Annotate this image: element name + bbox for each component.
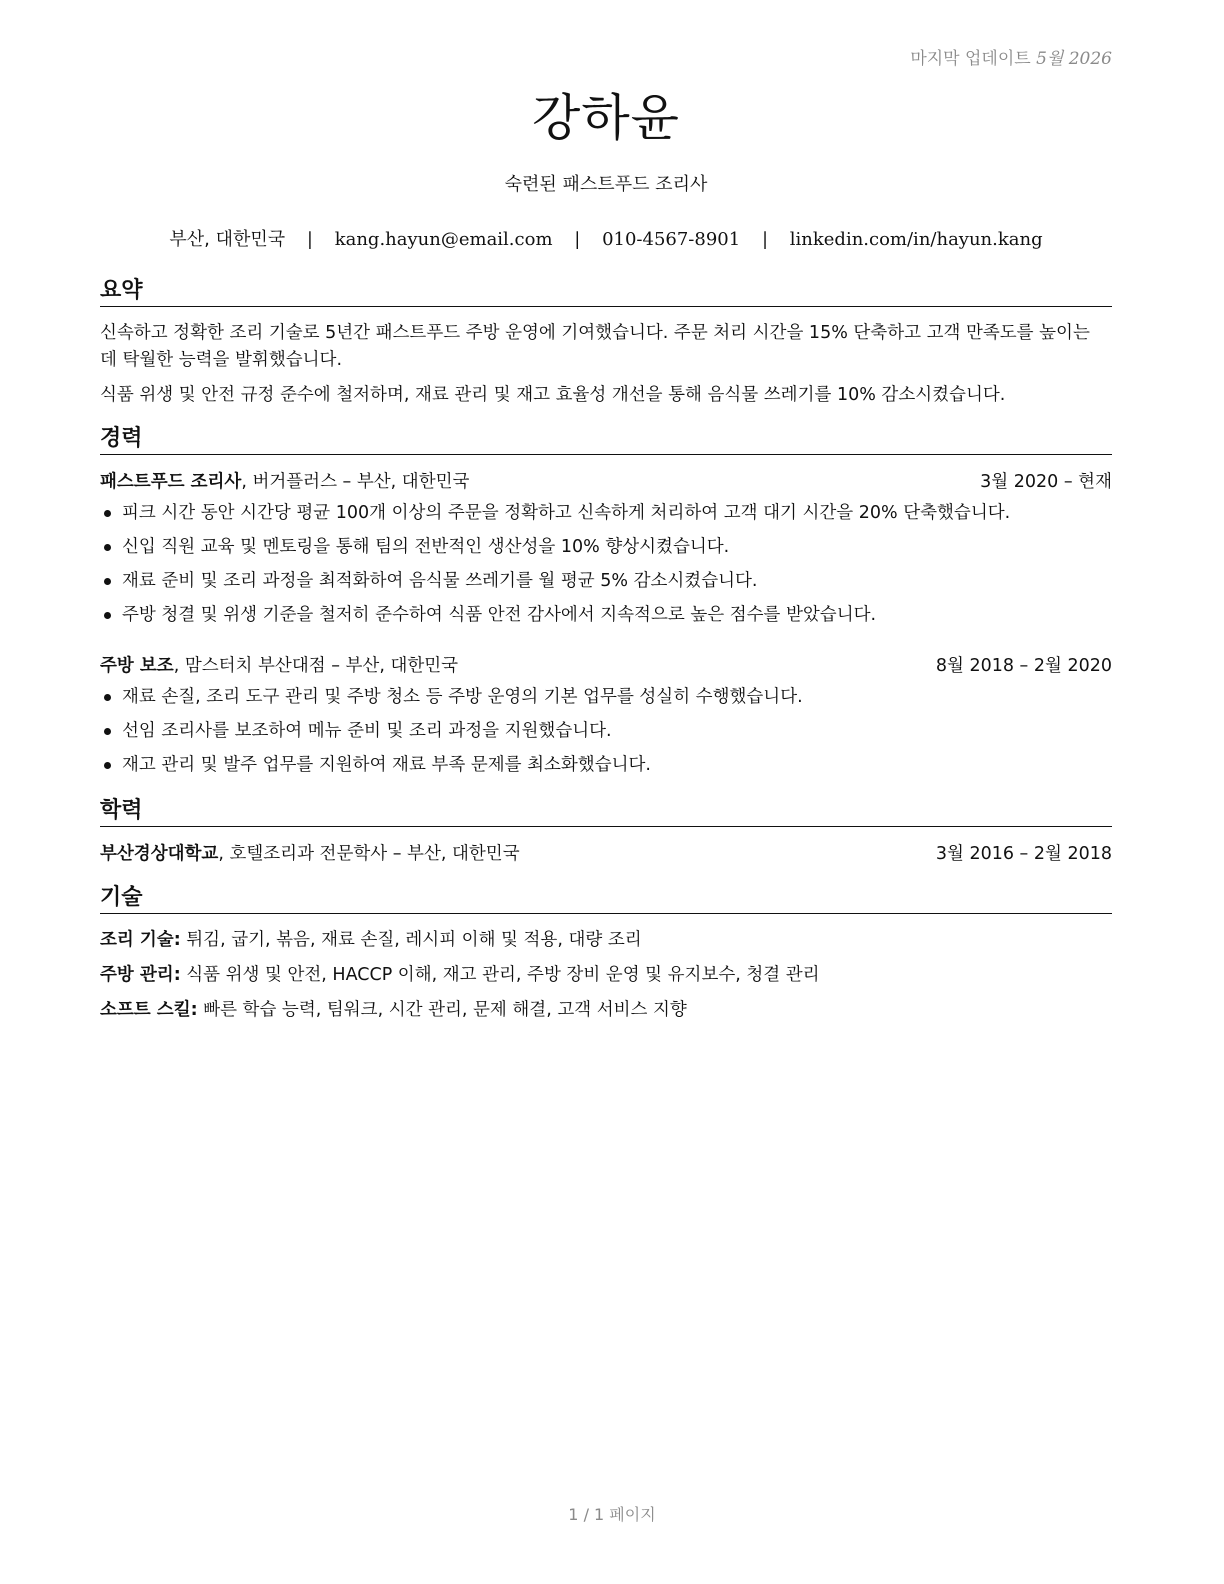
bullet-icon [104,510,111,517]
bullet-text: 신입 직원 교육 및 멘토링을 통해 팀의 전반적인 생산성을 10% 향상시켰습니다. [122,537,730,557]
education-entry [100,841,1112,867]
last-updated-label: 마지막 업데이트 [910,49,1031,69]
list-item [100,500,1112,534]
list-item [100,962,1112,997]
last-updated-date: 5월 2026 [1036,49,1112,69]
bullet-text: 피크 시간 동안 시간당 평균 100개 이상의 주문을 정확하고 신속하게 처리하여 고객 대기 시간을 20% 단축했습니다. [122,503,1011,523]
education-detail: , 호텔조리과 전문학사 – 부산, 대한민국 [218,844,520,864]
contact-email[interactable]: kang.hayun@email.com [334,229,553,250]
section-title-skills: 기술 [100,883,1112,914]
section-title-summary: 요약 [100,276,1112,307]
skill-label: 조리 기술: [100,930,181,950]
job-dates: 8월 2018 – 2월 2020 [935,656,1112,676]
education-dates: 3월 2016 – 2월 2018 [935,844,1112,864]
list-item [100,718,1112,752]
job-company: , 버거플러스 – 부산, 대한민국 [241,472,470,492]
summary-paragraph-2: 식품 위생 및 안전 규정 준수에 철저하며, 재료 관리 및 재고 효율성 개선을 통해 음식물 쓰레기를 10% 감소시켰습니다. [100,385,1006,405]
contact-line [100,225,1112,251]
job-role: 패스트푸드 조리사 [100,472,242,492]
contact-separator: | [761,229,769,250]
resume-page [100,0,1112,1584]
job-header [100,653,1112,679]
skills-list [100,927,1112,1032]
bullet-text: 선임 조리사를 보조하여 메뉴 준비 및 조리 과정을 지원했습니다. [122,721,612,741]
bullet-icon [104,578,111,585]
contact-separator: | [306,229,313,250]
list-item [100,684,1112,718]
education-school: 부산경상대학교 [100,844,219,864]
section-title-experience: 경력 [100,424,1112,455]
section-title-education: 학력 [100,796,1112,827]
last-updated [910,44,1112,69]
bullet-icon [104,612,111,619]
bullet-text: 재료 준비 및 조리 과정을 최적화하여 음식물 쓰레기를 월 평균 5% 감소시켰습니다. [122,571,758,591]
skill-value: 빠른 학습 능력, 팀워크, 시간 관리, 문제 해결, 고객 서비스 지향 [197,1000,687,1020]
skill-value: 식품 위생 및 안전, HACCP 이해, 재고 관리, 주방 장비 운영 및 유지보수, 청결 관리 [180,965,820,985]
page-number: 1 / 1 페이지 [568,1505,656,1524]
contact-location: 부산, 대한민국 [169,229,286,250]
job-bullets [100,684,1112,786]
bullet-icon [104,728,111,735]
job-dates: 3월 2020 – 현재 [980,472,1112,492]
job-bullets [100,500,1112,636]
list-item [100,752,1112,786]
bullet-text: 주방 청결 및 위생 기준을 철저히 준수하여 식품 안전 감사에서 지속적으로 높은 점수를 받았습니다. [122,605,877,625]
list-item [100,927,1112,962]
list-item [100,602,1112,636]
candidate-name: 강하윤 [532,89,680,147]
skill-label: 주방 관리: [100,965,181,985]
job-role: 주방 보조 [100,656,174,676]
bullet-icon [104,762,111,769]
list-item [100,534,1112,568]
bullet-icon [104,544,111,551]
contact-separator: | [574,229,581,250]
bullet-icon [104,694,111,701]
list-item [100,568,1112,602]
skill-label: 소프트 스킬: [100,1000,198,1020]
job-company: , 맘스터치 부산대점 – 부산, 대한민국 [173,656,459,676]
contact-linkedin[interactable]: linkedin.com/in/hayun.kang [789,229,1043,250]
summary-paragraph-1: 신속하고 정확한 조리 기술로 5년간 패스트푸드 주방 운영에 기여했습니다. 주문 처리 시간을 15% 단축하고 고객 만족도를 높이는 데 탁월한 능력을 발휘했습니다. [100,323,1090,370]
contact-phone: 010-4567-8901 [602,229,741,250]
skill-value: 튀김, 굽기, 볶음, 재료 손질, 레시피 이해 및 적용, 대량 조리 [180,930,642,950]
job-header [100,469,1112,495]
list-item [100,997,1112,1032]
candidate-subtitle: 숙련된 패스트푸드 조리사 [504,174,708,195]
bullet-text: 재료 손질, 조리 도구 관리 및 주방 청소 등 주방 운영의 기본 업무를 성실히 수행했습니다. [122,687,803,707]
bullet-text: 재고 관리 및 발주 업무를 지원하여 재료 부족 문제를 최소화했습니다. [122,755,651,775]
